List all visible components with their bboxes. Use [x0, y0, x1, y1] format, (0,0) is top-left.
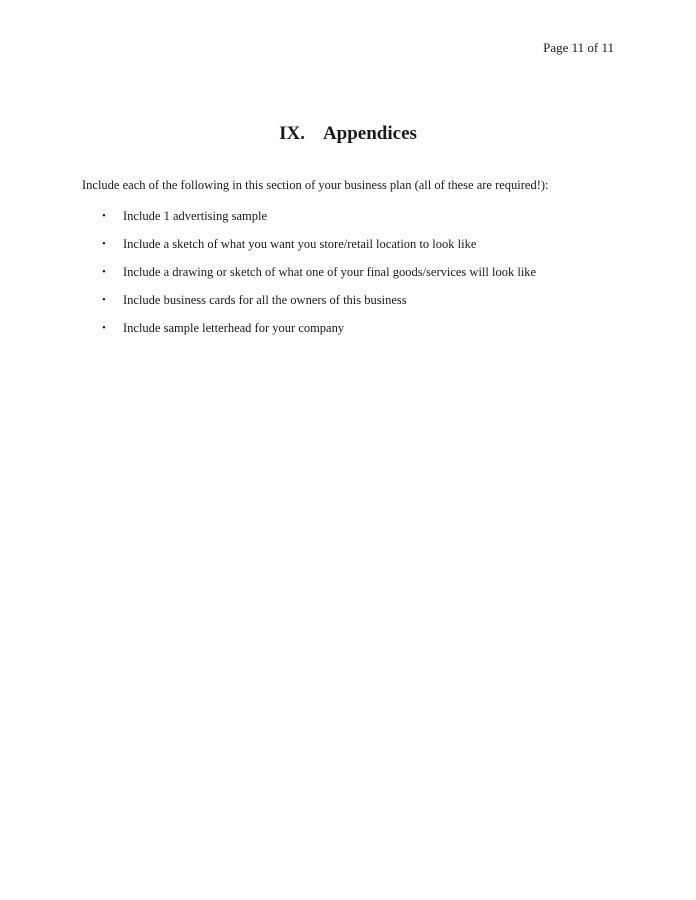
section-numeral: IX.: [279, 123, 305, 144]
intro-paragraph: Include each of the following in this section of your business plan (all of these are required!):: [82, 178, 549, 192]
list-item-text: Include sample letterhead for your company: [123, 321, 345, 335]
section-title: Appendices: [322, 123, 417, 144]
list-item-text: Include business cards for all the owners of this business: [123, 293, 407, 307]
bullet-icon: •: [102, 238, 106, 250]
section-heading: [0, 122, 696, 146]
bullet-icon: •: [102, 210, 106, 222]
page-number: Page 11 of 11: [543, 40, 614, 55]
list-item-text: Include 1 advertising sample: [123, 209, 268, 223]
bullet-icon: •: [102, 266, 106, 278]
bullet-icon: •: [102, 294, 106, 306]
list-item-text: Include a drawing or sketch of what one of your final goods/services will look like: [123, 265, 537, 279]
bullet-icon: •: [102, 322, 106, 334]
list-item-text: Include a sketch of what you want you store/retail location to look like: [123, 237, 477, 251]
